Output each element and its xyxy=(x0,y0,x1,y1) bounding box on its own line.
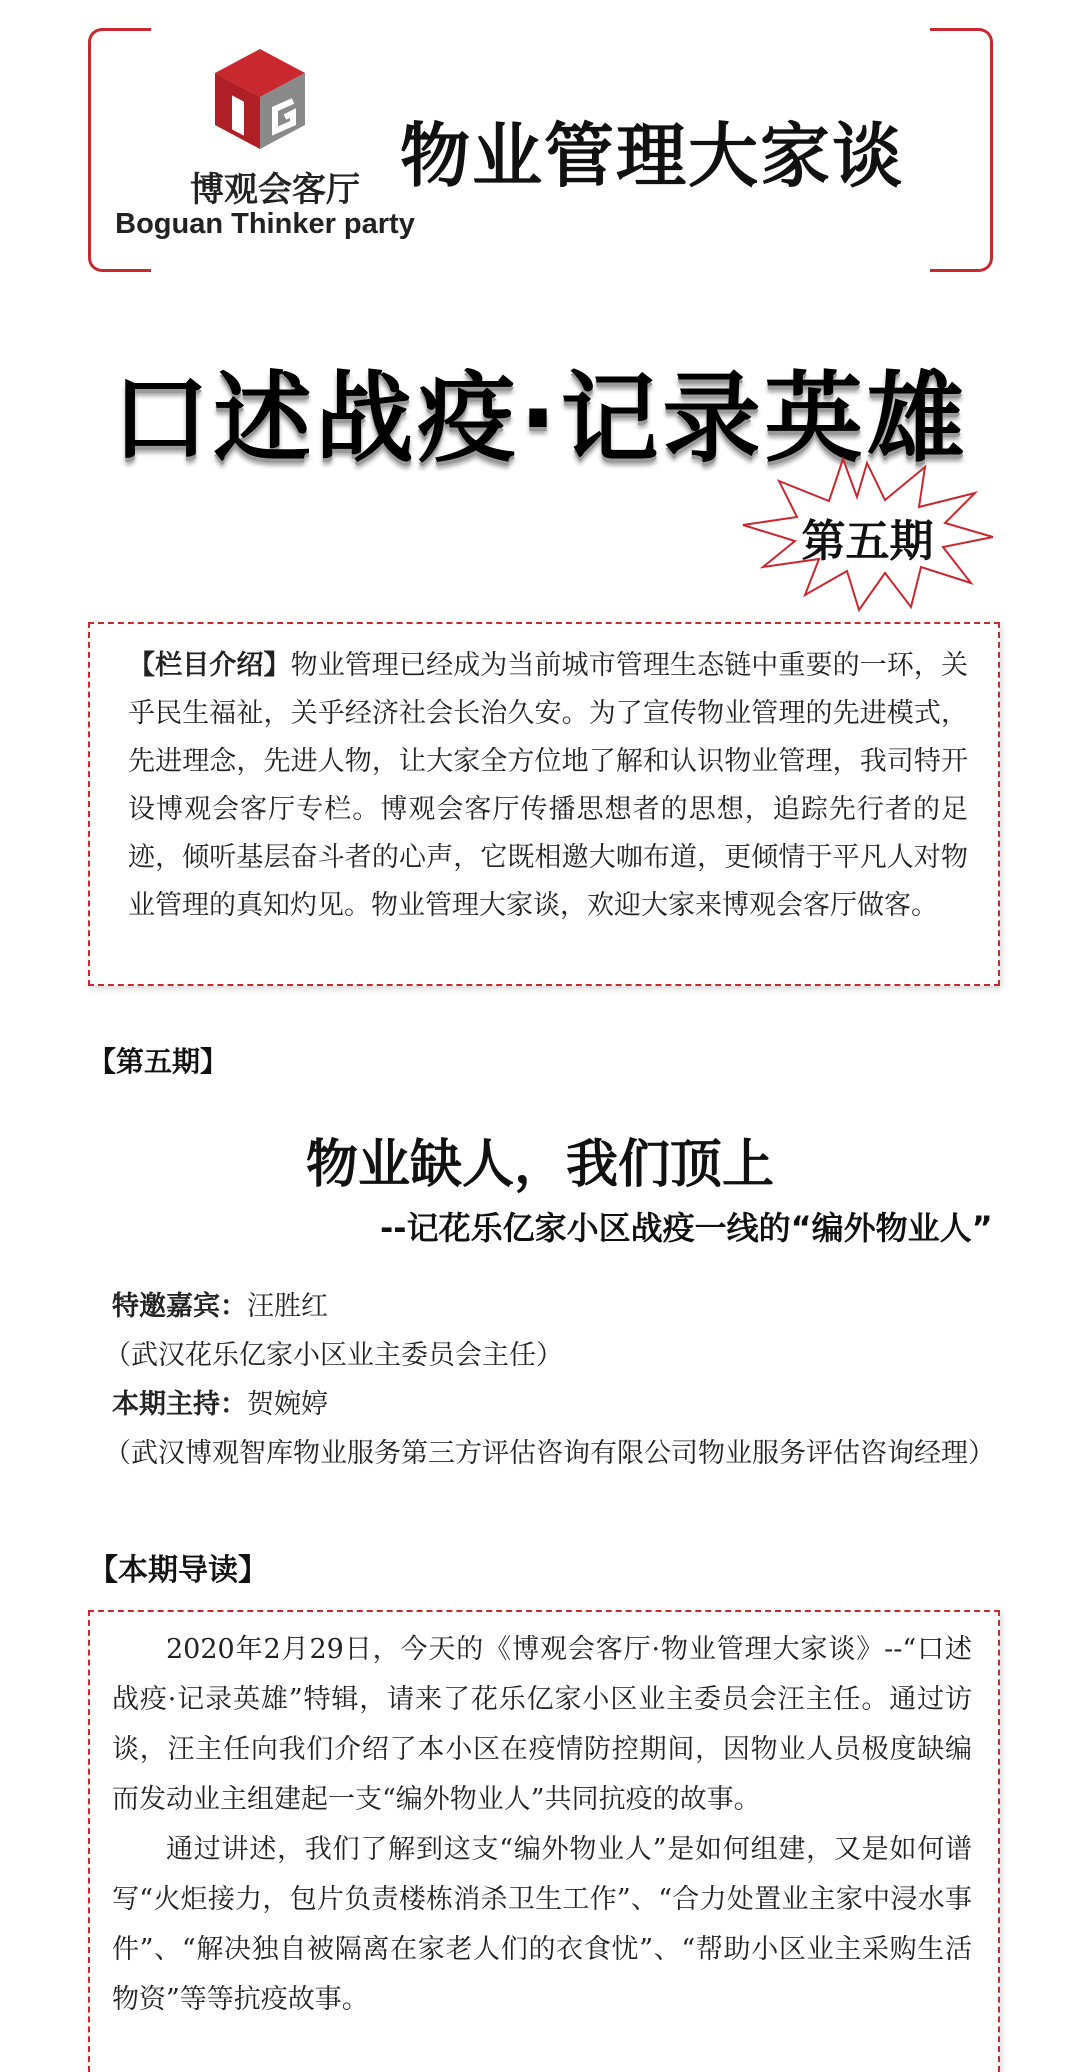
reading-paragraph-1: 2020年2月29日，今天的《博观会客厅·物业管理大家谈》--“口述战疫·记录英雄”特辑，请来了花乐亿家小区业主委员会汪主任。通过访谈，汪主任向我们介绍了本小区在疫情防控期间，因物业人员极度缺编而发动业主组建起一支“编外物业人”共同抗疫的故事。 xyxy=(112,1634,972,1815)
host-label: 本期主持： xyxy=(112,1389,247,1420)
intro-text: 物业管理已经成为当前城市管理生态链中重要的一环，关乎民生福祉，关乎经济社会长治久安。为了宣传物业管理的先进模式，先进理念，先进人物，让大家全方位地了解和认识物业管理，我司特开设博观会客厅专栏。博观会客厅传播思想者的思想，追踪先行者的足迹，倾听基层奋斗者的心声，它既相邀大咖布道，更倾情于平凡人对物业管理的真知灼见。物业管理大家谈，欢迎大家来博观会客厅做客。 xyxy=(128,650,969,921)
article-subtitle: --记花乐亿家小区战疫一线的“编外物业人” xyxy=(380,1209,993,1247)
logo-english-name: Boguan Thinker party xyxy=(115,208,415,240)
guest-name: 汪胜红 xyxy=(247,1291,328,1322)
issue-label: 【第五期】 xyxy=(88,1045,229,1078)
intro-paragraph xyxy=(128,642,968,930)
issue-badge-label: 第五期 xyxy=(801,516,934,567)
host-role: （武汉博观智库物业服务第三方评估咨询有限公司物业服务评估咨询经理） xyxy=(104,1438,995,1469)
intro-label: 【栏目介绍】 xyxy=(128,650,291,681)
reading-guide-label: 【本期导读】 xyxy=(88,1553,268,1588)
article-title: 物业缺人，我们顶上 xyxy=(305,1135,774,1195)
host-name: 贺婉婷 xyxy=(247,1389,328,1420)
reading-paragraph-2: 通过讲述，我们了解到这支“编外物业人”是如何组建，又是如何谱写“火炬接力，包片负责楼栋消杀卫生工作”、“合力处置业主家中浸水事件”、“解决独自被隔离在家老人们的衣食忧”、“帮助小区业主采购生活物资”等等抗疫故事。 xyxy=(112,1834,972,2015)
reading-guide-text xyxy=(112,1625,972,2025)
logo-chinese-name: 博观会客厅 xyxy=(190,170,360,210)
host-line xyxy=(112,1382,328,1421)
boguan-logo-icon xyxy=(205,45,315,155)
main-title: 口述战疫·记录英雄 xyxy=(111,362,969,476)
guest-line xyxy=(112,1284,328,1323)
header-frame-right xyxy=(930,28,993,272)
guest-label: 特邀嘉宾： xyxy=(112,1291,247,1322)
guest-role: （武汉花乐亿家小区业主委员会主任） xyxy=(104,1340,563,1371)
column-title: 物业管理大家谈 xyxy=(400,115,904,197)
